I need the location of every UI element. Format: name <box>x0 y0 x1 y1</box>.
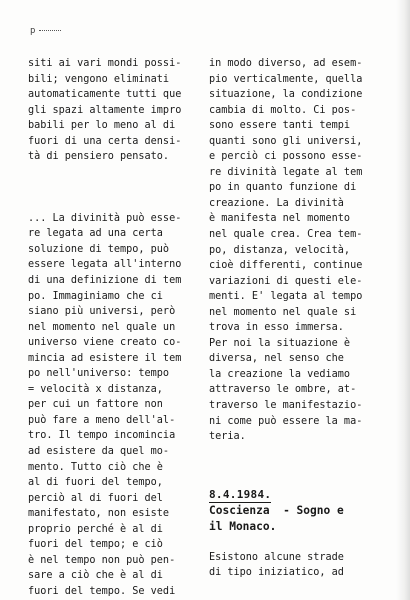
text-line: di tipo iniziatico, ad <box>209 567 344 579</box>
text-line: la creazione la vediamo <box>209 368 351 380</box>
page-number-text: p <box>30 26 37 36</box>
text-line: mento. Tutto ciò che è <box>28 461 163 473</box>
text-line: soluzione di tempo, può <box>28 243 170 255</box>
section-title-line-2: il Monaco. <box>209 519 277 533</box>
text-line: fuori del tempo; e ciò <box>28 539 163 551</box>
text-line: po. Immaginiamo che ci <box>28 290 163 302</box>
text-line: è manifesta nel momento <box>209 213 351 225</box>
section-date: 8.4.1984. <box>209 487 272 501</box>
text-line: attraverso le ombre, at- <box>209 384 357 396</box>
text-line: trova in esso immersa. <box>209 322 344 334</box>
text-line: proprio perché è al di <box>28 523 163 535</box>
page-number-mark <box>30 26 61 36</box>
text-line: nel quale crea. Crea tem- <box>209 229 363 241</box>
text-line: di una definizione di tem <box>28 275 182 287</box>
text-line: cambia di molto. Ci pos- <box>209 104 357 116</box>
text-line: automaticamente tutti que <box>28 89 182 101</box>
paragraph-spacer <box>28 165 198 211</box>
text-line: ... La divinità può esse- <box>28 212 182 224</box>
text-line: = velocità x distanza, <box>28 383 163 395</box>
text-line: re legata ad una certa <box>28 228 163 240</box>
text-line: pio verticalmente, quella <box>209 73 363 85</box>
text-line: Per noi la situazione è <box>209 337 351 349</box>
left-paragraph-2 <box>28 211 198 600</box>
text-line: sare a ciò che è al di <box>28 570 163 582</box>
text-line: nel momento nel quale si <box>209 306 357 318</box>
text-line: universo viene creato co- <box>28 337 182 349</box>
text-line: Esistono alcune strade <box>209 551 344 563</box>
text-line: quanti sono gli universi, <box>209 135 363 147</box>
text-line: babili per lo meno al di <box>28 120 176 132</box>
text-line: per cui un fattore non <box>28 399 163 411</box>
text-line: siano più universi, però <box>28 306 176 318</box>
left-paragraph-1 <box>28 56 198 165</box>
text-line: tà di pensiero pensato. <box>28 151 170 163</box>
right-paragraph-2 <box>209 550 379 581</box>
text-line: teria. <box>209 431 246 443</box>
text-line: sono essere tanti tempi <box>209 120 351 132</box>
text-line: menti. E' legata al tempo <box>209 291 363 303</box>
heading-spacer <box>209 535 379 550</box>
section-spacer <box>209 445 379 483</box>
text-line: nel momento nel quale un <box>28 321 176 333</box>
text-line: fuori di una certa densi- <box>28 135 182 147</box>
text-line: traverso le manifestazio- <box>209 400 363 412</box>
text-line: manifestato, non esiste <box>28 508 170 520</box>
text-line: mincia ad esistere il tem <box>28 352 182 364</box>
left-column <box>28 56 198 600</box>
section-heading <box>209 483 379 535</box>
text-line: creazione. La divinità <box>209 197 344 209</box>
text-line: in modo diverso, ad esem- <box>209 58 363 69</box>
right-column <box>209 56 379 581</box>
text-line: essere legata all'interno <box>28 259 182 271</box>
text-line: e perciò ci possono esse- <box>209 151 363 163</box>
text-line: ad esistere da quel mo- <box>28 446 170 458</box>
page-edge-shadow <box>396 0 410 600</box>
text-line: può fare a meno dell'al- <box>28 414 176 426</box>
text-line: variazioni di questi ele- <box>209 275 363 287</box>
text-line: po in quanto funzione di <box>209 182 357 194</box>
text-line: ni come può essere la ma- <box>209 415 363 427</box>
text-line: re divinità legate al tem <box>209 166 363 178</box>
text-line: situazione, la condizione <box>209 89 363 101</box>
text-line: perciò al di fuori del <box>28 492 163 504</box>
text-line: po, distanza, velocità, <box>209 244 351 256</box>
text-line: gli spazi altamente impro <box>28 104 182 116</box>
text-line: cioè differenti, continue <box>209 260 363 272</box>
right-paragraph-1 <box>209 56 379 445</box>
section-title-line-1: Coscienza - Sogno e <box>209 503 344 517</box>
text-line: è nel tempo non può pen- <box>28 554 176 566</box>
text-line: siti ai vari mondi possi- <box>28 58 182 69</box>
text-line: al di fuori del tempo, <box>28 477 163 489</box>
text-line: tro. Il tempo incomincia <box>28 430 176 442</box>
text-line: po nell'universo: tempo <box>28 368 170 380</box>
text-line: diversa, nel senso che <box>209 353 344 365</box>
text-line: fuori del tempo. Se vedi <box>28 585 176 597</box>
page-number-rule <box>39 30 61 31</box>
text-line: bili; vengono eliminati <box>28 73 170 85</box>
